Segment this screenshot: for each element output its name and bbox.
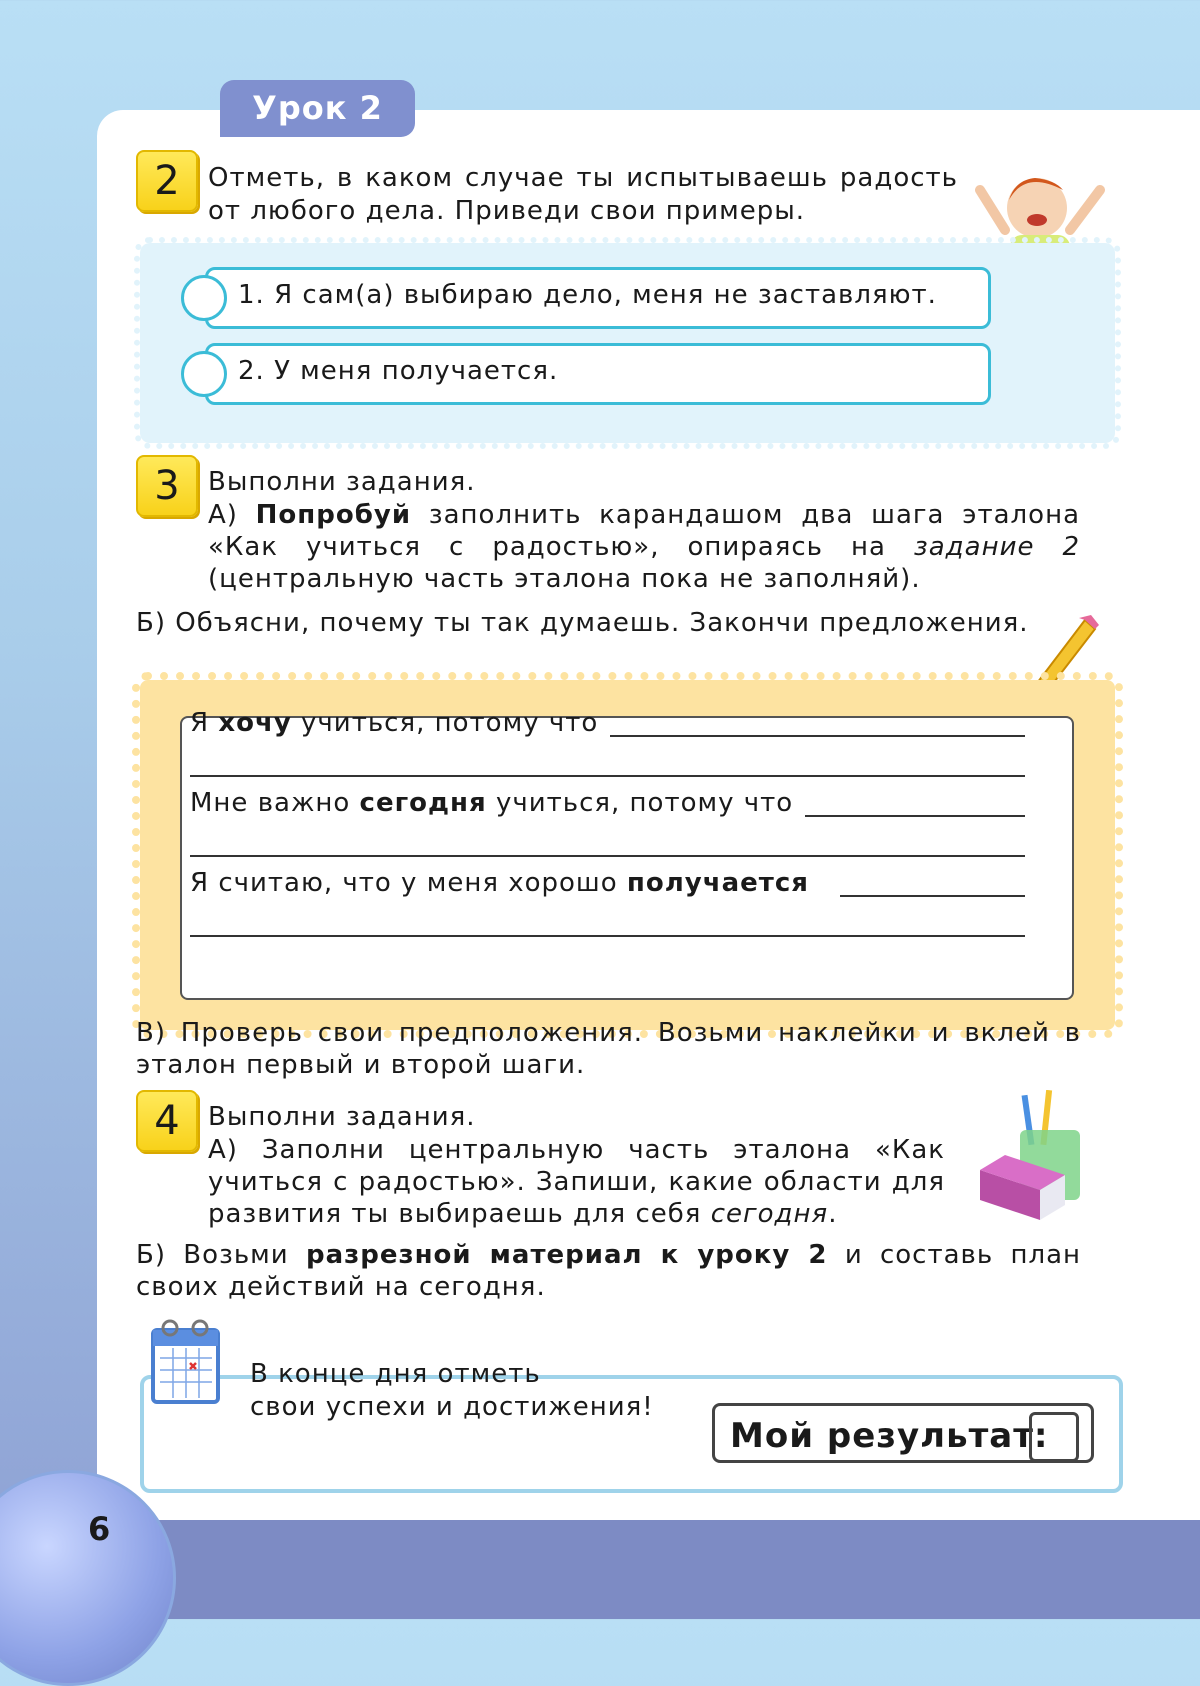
task2-text-line1: Отметь, в каком случае ты испытываешь радость — [208, 163, 958, 193]
option-checkbox-circle[interactable] — [181, 275, 227, 321]
task-number-2: 2 — [136, 150, 198, 212]
option-checkbox-circle[interactable] — [181, 351, 227, 397]
task4-b-line2: своих действий на сегодня. — [136, 1272, 546, 1302]
option-label: 1. Я сам(а) выбираю дело, меня не заставляют. — [238, 280, 937, 310]
answer-line[interactable] — [840, 895, 1025, 897]
reminder-line2: свои успехи и достижения! — [250, 1392, 654, 1422]
task-number-4: 4 — [136, 1090, 198, 1152]
result-label: Мой результат: — [730, 1416, 1049, 1456]
answer-line[interactable] — [190, 775, 1025, 777]
reminder-line1: В конце дня отметь — [250, 1359, 541, 1389]
task4-a-line2: учиться с радостью». Запиши, какие области для — [208, 1167, 945, 1197]
task3-title: Выполни задания. — [208, 467, 476, 497]
task2-option-1[interactable] — [205, 267, 991, 329]
answer-line[interactable] — [610, 735, 1025, 737]
task3-a-line3: (центральную часть эталона пока не заполняй). — [208, 564, 921, 594]
task3-answer-box — [180, 716, 1074, 1000]
page-number: 6 — [88, 1510, 111, 1548]
task4-title: Выполни задания. — [208, 1102, 476, 1132]
answer-line[interactable] — [805, 815, 1025, 817]
bottom-band — [0, 1520, 1200, 1619]
task2-option-2[interactable] — [205, 343, 991, 405]
answer-line[interactable] — [190, 935, 1025, 937]
task3-c-line2: эталон первый и второй шаги. — [136, 1050, 586, 1080]
result-box — [712, 1403, 1094, 1463]
task3-c-line1: В) Проверь свои предположения. Возьми наклейки и вклей в — [136, 1018, 1081, 1048]
calendar-icon — [148, 1318, 223, 1406]
lesson-tab: Урок 2 — [220, 80, 415, 137]
option-label: 2. У меня получается. — [238, 356, 559, 386]
sentence-3: Я считаю, что у меня хорошо получается — [190, 868, 809, 898]
answer-line[interactable] — [190, 855, 1025, 857]
sentence-2: Мне важно сегодня учиться, потому что — [190, 788, 794, 818]
task3-b-text: Б) Объясни, почему ты так думаешь. Закончи предложения. — [136, 608, 1029, 638]
task3-a-line1: А) Попробуй заполнить карандашом два шага эталона — [208, 500, 1081, 530]
sentence-1: Я хочу учиться, потому что — [190, 708, 599, 738]
task4-a-line1: А) Заполни центральную часть эталона «Как — [208, 1135, 945, 1165]
result-checkbox[interactable] — [1029, 1412, 1079, 1462]
task3-a-line2: «Как учиться с радостью», опираясь на задание 2 — [208, 532, 1081, 562]
books-and-pencil-cup-illustration — [975, 1090, 1100, 1225]
task2-text-line2: от любого дела. Приведи свои примеры. — [208, 196, 806, 226]
task4-a-line3: развития ты выбираешь для себя сегодня. — [208, 1199, 838, 1229]
task4-b-line1: Б) Возьми разрезной материал к уроку 2 и составь план — [136, 1240, 1082, 1270]
task-number-3: 3 — [136, 455, 198, 517]
